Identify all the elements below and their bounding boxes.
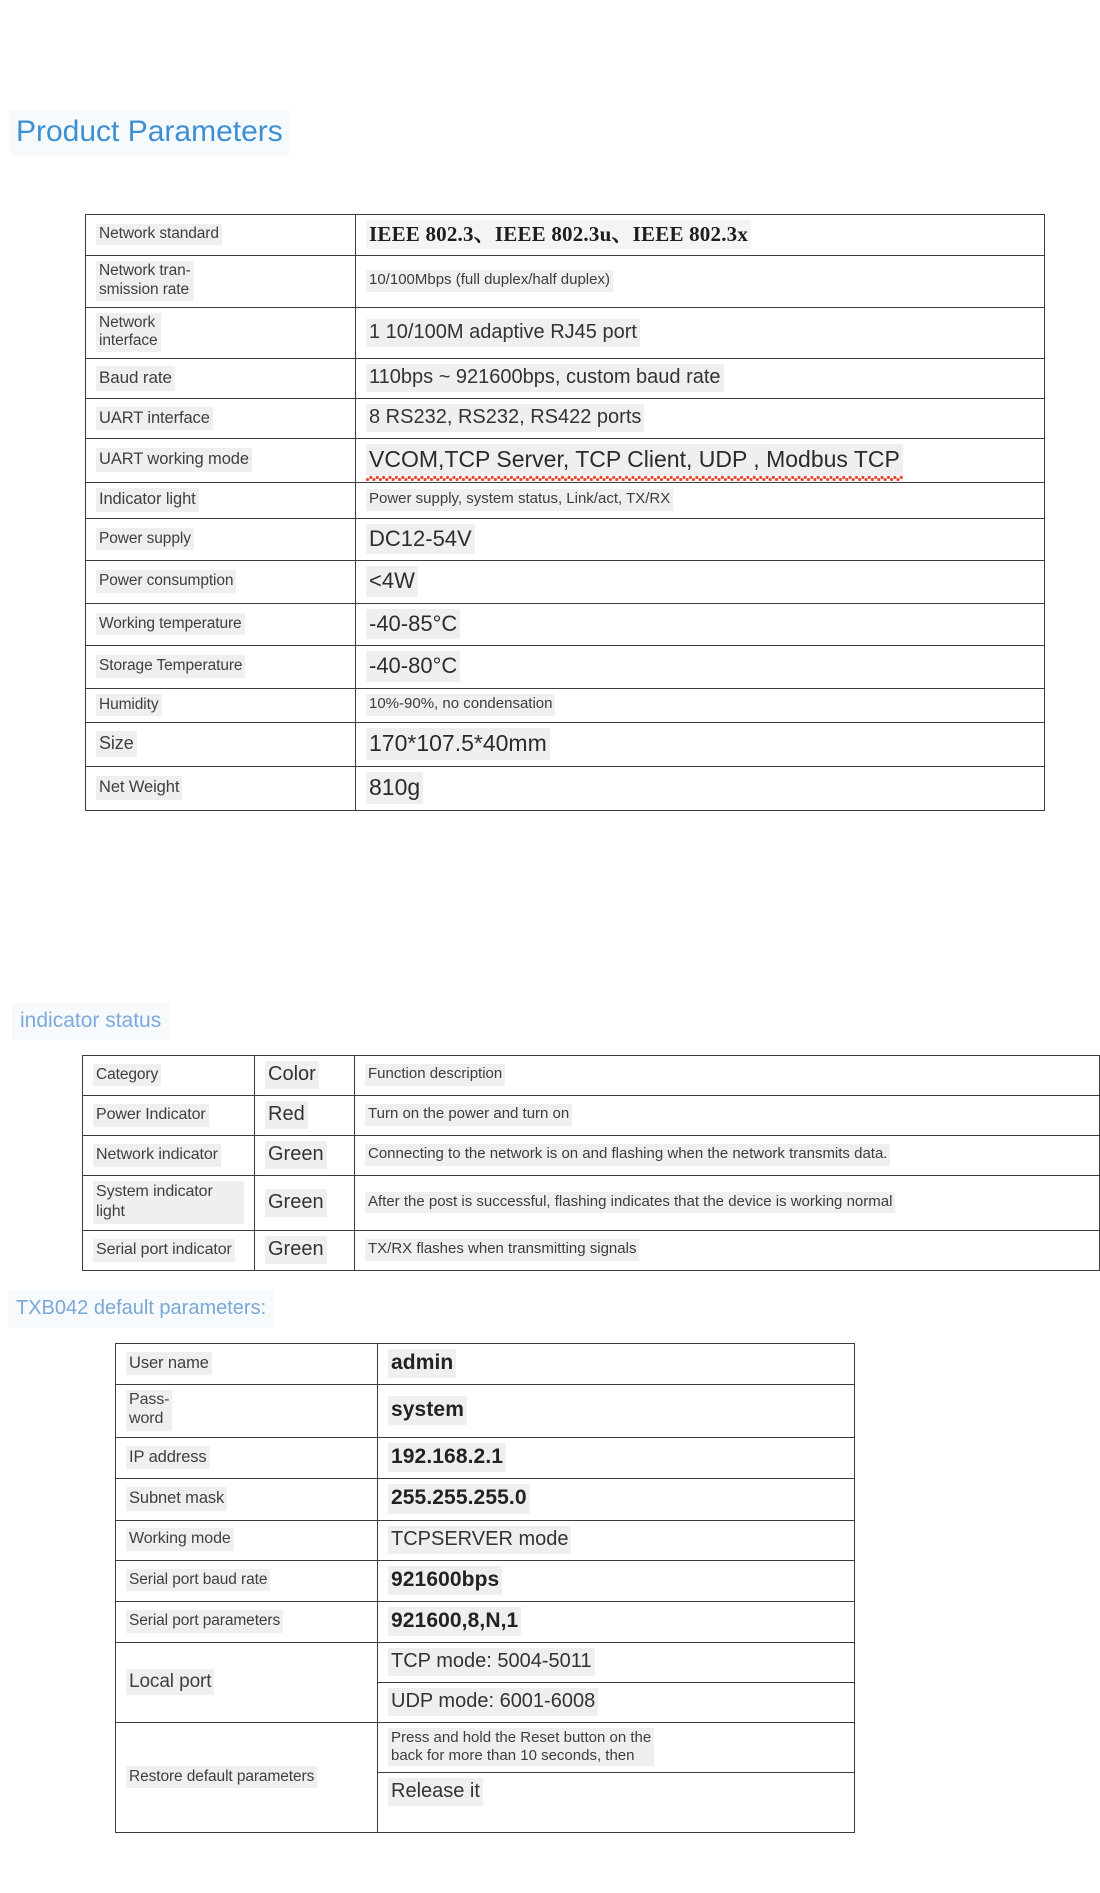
spec-label: Net Weight — [96, 776, 182, 800]
default-value: Release it — [388, 1778, 483, 1806]
spec-value-cell — [356, 561, 1045, 604]
spec-label-cell — [86, 603, 356, 646]
spec-value-cell — [356, 215, 1045, 256]
spec-label: Network interface — [96, 313, 161, 353]
spec-value-cell — [356, 688, 1045, 722]
spec-value-cell — [356, 603, 1045, 646]
page-title-product-parameters: Product Parameters — [10, 110, 289, 156]
spec-value: VCOM,TCP Server, TCP Client, UDP , Modbus TCP — [366, 444, 903, 476]
default-label: User name — [126, 1352, 212, 1376]
default-label: Serial port parameters — [126, 1610, 283, 1632]
spec-value: 110bps ~ 921600bps, custom baud rate — [366, 364, 724, 392]
table-row — [116, 1438, 855, 1479]
table-row — [86, 439, 1045, 483]
indicator-color: Red — [265, 1101, 308, 1129]
table-row — [86, 723, 1045, 767]
default-label-cell — [116, 1385, 378, 1438]
spec-label: Working temperature — [96, 613, 245, 635]
spec-value-cell — [356, 483, 1045, 519]
spec-value: -40-85°C — [366, 609, 460, 640]
spec-label-cell — [86, 307, 356, 359]
default-value-cell — [378, 1479, 855, 1520]
spec-label-cell — [86, 399, 356, 439]
indicator-color-cell — [255, 1231, 355, 1271]
spec-value-cell — [356, 723, 1045, 767]
default-value-cell — [378, 1520, 855, 1560]
indicator-color: Green — [265, 1189, 327, 1217]
indicator-description-cell — [355, 1096, 1100, 1136]
spec-value-cell — [356, 307, 1045, 359]
indicator-description: Turn on the power and turn on — [365, 1104, 572, 1126]
default-label-cell — [116, 1723, 378, 1833]
table-row — [86, 215, 1045, 256]
spec-value: 10%-90%, no condensation — [366, 694, 555, 716]
default-label-cell — [116, 1643, 378, 1723]
table-row — [86, 307, 1045, 359]
indicator-category-cell — [83, 1096, 255, 1136]
spec-label: Humidity — [96, 694, 162, 716]
indicator-header-category — [83, 1056, 255, 1096]
spec-value: 810g — [366, 772, 423, 804]
spec-label-cell — [86, 439, 356, 483]
indicator-category-cell — [83, 1231, 255, 1271]
table-row — [86, 483, 1045, 519]
spec-value-cell — [356, 766, 1045, 810]
spec-label-cell — [86, 483, 356, 519]
spec-label-cell — [86, 723, 356, 767]
table-row — [86, 518, 1045, 561]
section-title-default-parameters: TXB042 default parameters: — [8, 1290, 274, 1328]
default-label: IP address — [126, 1446, 210, 1470]
default-label: Working mode — [126, 1528, 234, 1551]
spec-label: Network standard — [96, 224, 222, 245]
default-label-cell — [116, 1601, 378, 1642]
table-row — [116, 1385, 855, 1438]
default-value: Press and hold the Reset button on the back for more than 10 seconds, then — [388, 1728, 654, 1766]
spec-label-cell — [86, 256, 356, 308]
spec-value-cell — [356, 256, 1045, 308]
spec-label-cell — [86, 688, 356, 722]
indicator-color: Green — [265, 1236, 327, 1264]
indicator-category: Network indicator — [93, 1144, 221, 1167]
indicator-description-cell — [355, 1231, 1100, 1271]
table-row — [116, 1344, 855, 1385]
spec-value-cell — [356, 518, 1045, 561]
spec-label-cell — [86, 561, 356, 604]
indicator-description: Connecting to the network is on and flashing when the network transmits data. — [365, 1144, 890, 1166]
spec-label-cell — [86, 646, 356, 689]
spec-value: 170*107.5*40mm — [366, 728, 550, 760]
spec-value: Power supply, system status, Link/act, TX/RX — [366, 489, 673, 511]
spec-label: Size — [96, 731, 137, 757]
spec-value: -40-80°C — [366, 651, 460, 682]
table-row — [83, 1231, 1100, 1271]
default-value-cell — [378, 1560, 855, 1601]
default-label-cell — [116, 1560, 378, 1601]
default-value: TCP mode: 5004-5011 — [388, 1648, 595, 1676]
default-value-cell — [378, 1344, 855, 1385]
spec-label-cell — [86, 359, 356, 399]
spec-label: Power supply — [96, 528, 194, 550]
indicator-category: Power Indicator — [93, 1104, 209, 1127]
table-row — [116, 1520, 855, 1560]
default-value-cell — [378, 1683, 855, 1723]
table-row — [83, 1176, 1100, 1231]
indicator-category: System indicator light — [93, 1181, 244, 1224]
default-label-cell — [116, 1438, 378, 1479]
table-row — [116, 1723, 855, 1773]
indicator-status-table — [82, 1055, 1100, 1271]
spec-label: Power consumption — [96, 570, 236, 592]
indicator-description: TX/RX flashes when transmitting signals — [365, 1239, 639, 1261]
table-row — [116, 1643, 855, 1683]
default-label: Subnet mask — [126, 1487, 227, 1511]
table-row — [83, 1096, 1100, 1136]
default-value: system — [388, 1396, 467, 1425]
indicator-category: Serial port indicator — [93, 1239, 235, 1262]
spec-value: DC12-54V — [366, 524, 475, 555]
indicator-color-cell — [255, 1096, 355, 1136]
spec-value: <4W — [366, 566, 418, 597]
table-row — [116, 1601, 855, 1642]
default-label: Pass- word — [126, 1390, 172, 1431]
spec-label: UART working mode — [96, 448, 252, 472]
spec-label-cell — [86, 518, 356, 561]
default-value-cell — [378, 1723, 855, 1773]
default-label-cell — [116, 1344, 378, 1385]
indicator-category-cell — [83, 1136, 255, 1176]
spec-value-cell — [356, 399, 1045, 439]
indicator-color-cell — [255, 1176, 355, 1231]
default-parameters-table — [115, 1343, 855, 1833]
default-value: 192.168.2.1 — [388, 1443, 506, 1472]
table-row — [116, 1479, 855, 1520]
indicator-description-cell — [355, 1176, 1100, 1231]
indicator-header-description — [355, 1056, 1100, 1096]
default-value-cell — [378, 1438, 855, 1479]
spec-label: Storage Temperature — [96, 655, 245, 677]
spec-label-cell — [86, 215, 356, 256]
table-header-row — [83, 1056, 1100, 1096]
table-row — [86, 646, 1045, 689]
default-label: Local port — [126, 1669, 214, 1696]
table-row — [86, 766, 1045, 810]
indicator-description: After the post is successful, flashing indicates that the device is working normal — [365, 1192, 895, 1214]
default-value: 921600,8,N,1 — [388, 1607, 521, 1636]
default-label-cell — [116, 1479, 378, 1520]
table-row — [86, 688, 1045, 722]
indicator-description-cell — [355, 1136, 1100, 1176]
spec-label: UART interface — [96, 407, 213, 431]
spec-label: Indicator light — [96, 488, 199, 512]
table-row — [86, 561, 1045, 604]
spec-label-cell — [86, 766, 356, 810]
default-value: admin — [388, 1349, 456, 1378]
spec-value-cell — [356, 359, 1045, 399]
default-label: Restore default parameters — [126, 1766, 317, 1788]
spec-value: 1 10/100M adaptive RJ45 port — [366, 319, 640, 347]
table-row — [86, 603, 1045, 646]
default-value-cell — [378, 1643, 855, 1683]
spec-value-cell — [356, 439, 1045, 483]
spec-label: Baud rate — [96, 366, 175, 390]
table-row — [86, 256, 1045, 308]
indicator-color-cell — [255, 1136, 355, 1176]
default-label: Serial port baud rate — [126, 1569, 270, 1591]
table-row — [83, 1136, 1100, 1176]
default-value: TCPSERVER mode — [388, 1526, 571, 1554]
table-row — [86, 359, 1045, 399]
default-value-cell — [378, 1773, 855, 1833]
spec-value: 10/100Mbps (full duplex/half duplex) — [366, 270, 613, 292]
spec-value-cell — [356, 646, 1045, 689]
indicator-color: Green — [265, 1141, 327, 1169]
column-header-category: Category — [93, 1064, 161, 1086]
default-value: UDP mode: 6001-6008 — [388, 1688, 598, 1716]
default-value-cell — [378, 1601, 855, 1642]
table-row — [116, 1560, 855, 1601]
spec-label: Network tran- smission rate — [96, 261, 194, 301]
product-parameters-table — [85, 214, 1045, 811]
default-label-cell — [116, 1520, 378, 1560]
spec-value: 8 RS232, RS232, RS422 ports — [366, 404, 644, 432]
column-header-description: Function description — [365, 1064, 505, 1086]
default-value-cell — [378, 1385, 855, 1438]
column-header-color: Color — [265, 1061, 319, 1089]
indicator-category-cell — [83, 1176, 255, 1231]
indicator-header-color — [255, 1056, 355, 1096]
section-title-indicator-status: indicator status — [12, 1003, 169, 1040]
spec-value: IEEE 802.3、IEEE 802.3u、IEEE 802.3x — [366, 220, 751, 249]
default-value: 921600bps — [388, 1566, 502, 1595]
table-row — [86, 399, 1045, 439]
default-value: 255.255.255.0 — [388, 1484, 530, 1513]
